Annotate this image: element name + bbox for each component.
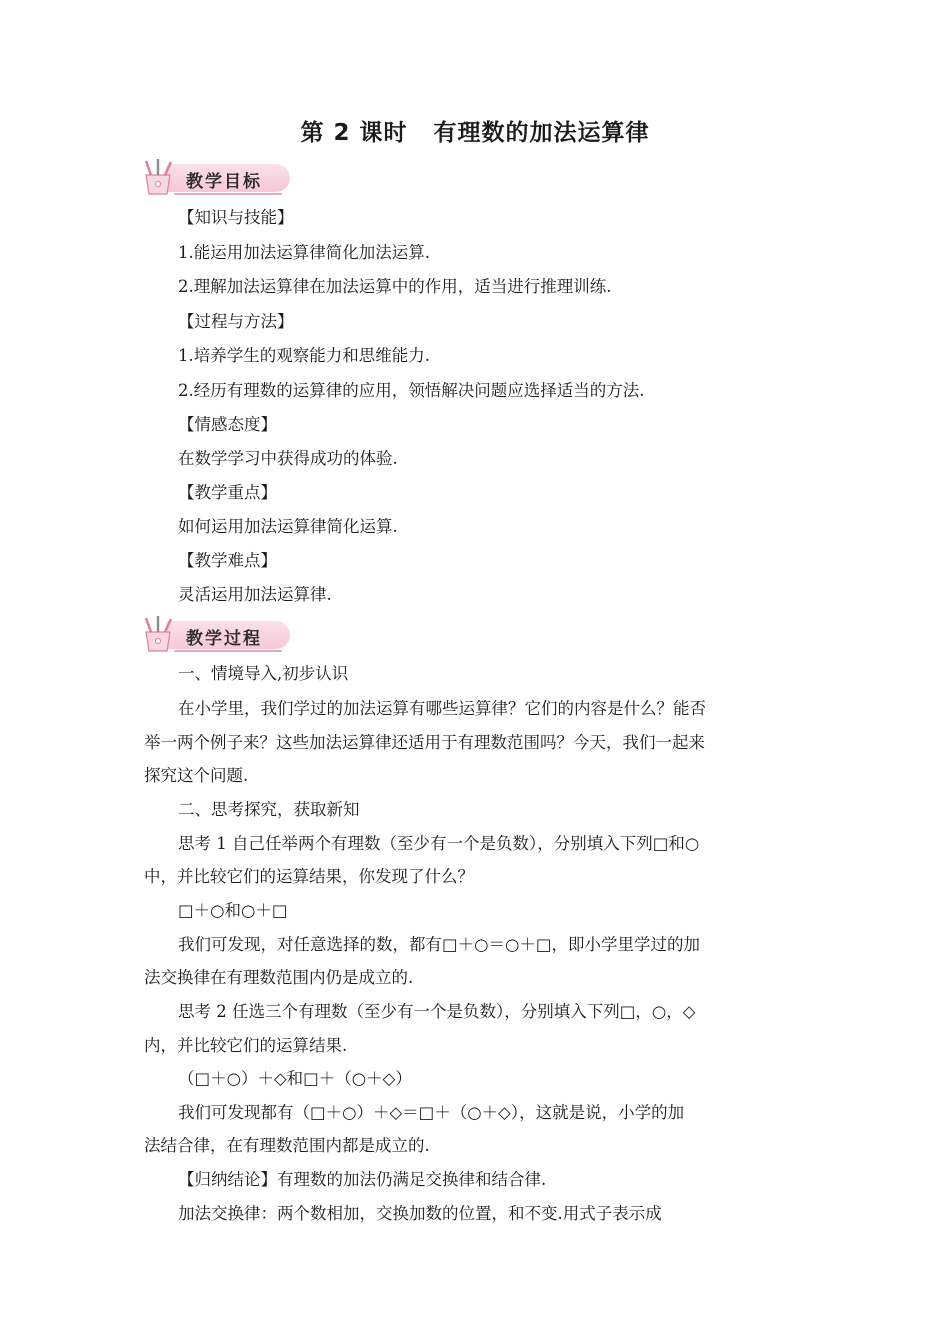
conclusion-line: 【归纳结论】有理数的加法仍满足交换律和结合律. xyxy=(178,1170,547,1189)
step-2-heading: 二、思考探究，获取新知 xyxy=(178,800,360,819)
method-heading: 【过程与方法】 xyxy=(178,312,294,331)
think-1-line-2: 中，并比较它们的运算结果，你发现了什么？ xyxy=(144,867,474,886)
finding-2-line-2: 法结合律，在有理数范围内都是成立的. xyxy=(144,1136,430,1155)
finding-1-line-1: 我们可发现，对任意选择的数，都有□＋○＝○＋□，即小学里学过的加 xyxy=(178,935,700,954)
emotion-item-1: 在数学学习中获得成功的体验. xyxy=(178,449,398,468)
key-point-heading: 【教学重点】 xyxy=(178,483,277,502)
pencil-cup-icon xyxy=(140,614,180,654)
think-2-line-1: 思考 2 任选三个有理数（至少有一个是负数），分别填入下列□，○，◇ xyxy=(178,1002,696,1021)
formula-associative: （□＋○）＋◇和□＋（○＋◇） xyxy=(178,1069,412,1088)
intro-paragraph-line-1: 在小学里，我们学过的加法运算有哪些运算律？它们的内容是什么？能否 xyxy=(178,699,706,718)
step-1-heading: 一、情境导入,初步认识 xyxy=(178,664,349,683)
pencil-cup-icon xyxy=(140,157,180,197)
method-item-2: 2.经历有理数的运算律的应用，领悟解决问题应选择适当的方法. xyxy=(178,381,645,400)
think-1-line-1: 思考 1 自己任举两个有理数（至少有一个是负数），分别填入下列□和○ xyxy=(178,834,700,853)
lesson-number: 第 2 课时 xyxy=(300,120,408,146)
section-label-goals: 教学目标 xyxy=(186,172,262,192)
section-banner-goals xyxy=(140,157,290,197)
knowledge-item-2: 2.理解加法运算律在加法运算中的作用，适当进行推理训练. xyxy=(178,277,612,296)
difficulty-heading: 【教学难点】 xyxy=(178,551,277,570)
difficulty-item: 灵活运用加法运算律. xyxy=(178,585,332,604)
finding-2-line-1: 我们可发现都有（□＋○）＋◇＝□＋（○＋◇），这就是说，小学的加 xyxy=(178,1103,685,1122)
formula-commutative: □＋○和○＋□ xyxy=(178,901,288,920)
knowledge-heading: 【知识与技能】 xyxy=(178,208,294,227)
knowledge-item-1: 1.能运用加法运算律简化加法运算. xyxy=(178,243,430,262)
intro-paragraph-line-2: 举一两个例子来？这些加法运算律还适用于有理数范围吗？今天，我们一起来 xyxy=(144,733,705,752)
section-banner-process xyxy=(140,614,290,654)
lesson-topic: 有理数的加法运算律 xyxy=(433,120,650,146)
think-2-line-2: 内，并比较它们的运算结果. xyxy=(144,1036,348,1055)
emotion-heading: 【情感态度】 xyxy=(178,415,277,434)
intro-paragraph-line-3: 探究这个问题. xyxy=(144,766,249,785)
finding-1-line-2: 法交换律在有理数范围内仍是成立的. xyxy=(144,968,414,987)
method-item-1: 1.培养学生的观察能力和思维能力. xyxy=(178,346,430,365)
key-point-item: 如何运用加法运算律简化运算. xyxy=(178,517,398,536)
page-title xyxy=(0,114,950,147)
commutative-law-line: 加法交换律：两个数相加，交换加数的位置，和不变.用式子表示成 xyxy=(178,1204,662,1223)
section-label-process: 教学过程 xyxy=(186,629,262,649)
